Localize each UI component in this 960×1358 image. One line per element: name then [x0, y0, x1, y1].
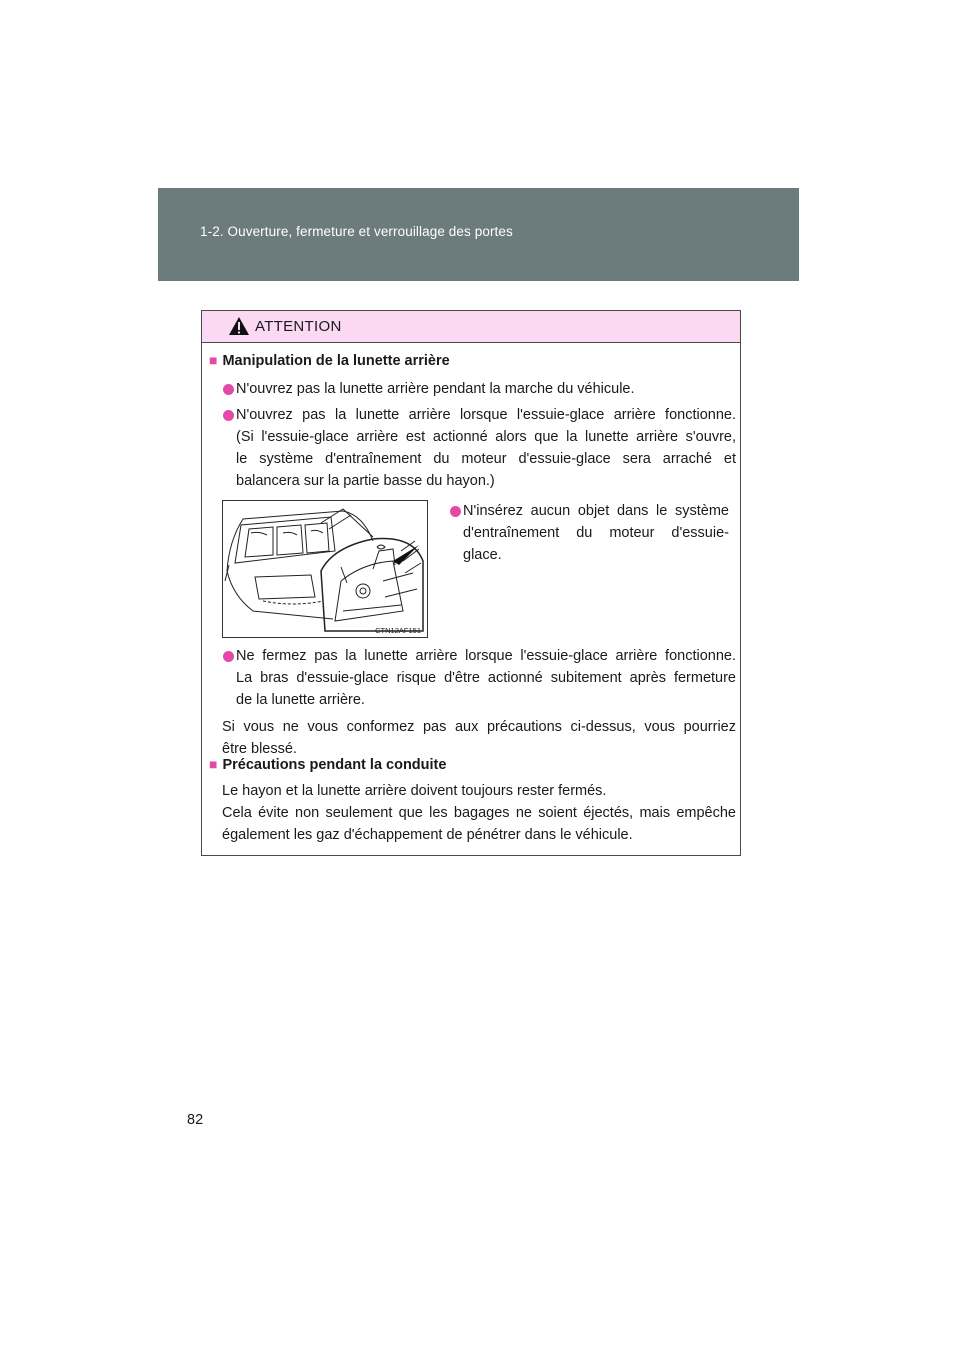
- text-line: Le hayon et la lunette arrière doivent toujours rester fermés.: [222, 783, 607, 799]
- text-line: le système d'entraînement du moteur d'essuie-glace sera arraché et: [236, 451, 736, 467]
- bullet-text: N'ouvrez pas la lunette arrière pendant la marche du véhicule.: [236, 381, 635, 397]
- caution-box: [201, 310, 741, 856]
- text-line: également les gaz d'échappement de pénétrer dans le véhicule.: [222, 827, 633, 843]
- section-paragraph: [222, 780, 736, 846]
- text-line: d'entraînement du moteur d'essuie-: [463, 525, 729, 541]
- text-line: balancera sur la partie basse du hayon.): [236, 473, 495, 489]
- round-bullet-icon: [450, 506, 461, 517]
- text-line: N'insérez aucun objet dans le système: [463, 503, 729, 519]
- rear-glass-wiper-figure: [222, 500, 428, 638]
- text-line: Cela évite non seulement que les bagages ne soient éjectés, mais empêche: [222, 805, 736, 821]
- bullet-paragraph: [236, 645, 736, 711]
- square-bullet-icon: ■: [209, 352, 218, 368]
- section-heading-text: Manipulation de la lunette arrière: [222, 353, 450, 369]
- warning-note: [222, 716, 736, 760]
- round-bullet-icon: [223, 384, 234, 395]
- warning-triangle-icon: [228, 316, 250, 336]
- round-bullet-icon: [223, 410, 234, 421]
- text-line: être blessé.: [222, 741, 297, 757]
- section-heading-conduite: [209, 756, 446, 773]
- section-title: 1-2. Ouverture, fermeture et verrouillage des portes: [200, 224, 513, 239]
- caution-header: [202, 311, 740, 343]
- text-line: Si vous ne vous conformez pas aux précautions ci-dessus, vous pourriez: [222, 719, 736, 735]
- bullet-paragraph: [236, 404, 736, 492]
- text-line: de la lunette arrière.: [236, 692, 365, 708]
- section-heading-text: Précautions pendant la conduite: [222, 757, 447, 773]
- header-band: [158, 188, 799, 281]
- text-line: glace.: [463, 547, 502, 563]
- text-line: La bras d'essuie-glace risque d'être actionné subitement après fermeture: [236, 670, 736, 686]
- section-heading-manipulation: [209, 352, 450, 369]
- vehicle-rear-illustration: [223, 501, 427, 637]
- text-line: N'ouvrez pas la lunette arrière lorsque l'essuie-glace arrière fonctionne.: [236, 407, 736, 423]
- text-line: (Si l'essuie-glace arrière est actionné alors que la lunette arrière s'ouvre,: [236, 429, 736, 445]
- round-bullet-icon: [223, 651, 234, 662]
- page-number: 82: [187, 1112, 204, 1128]
- bullet-paragraph: [463, 500, 729, 566]
- text-line: Ne fermez pas la lunette arrière lorsque l'essuie-glace arrière fonctionne.: [236, 648, 736, 664]
- caution-title: ATTENTION: [255, 318, 342, 335]
- figure-code: CTN12AF151: [375, 626, 421, 635]
- square-bullet-icon: ■: [209, 756, 218, 772]
